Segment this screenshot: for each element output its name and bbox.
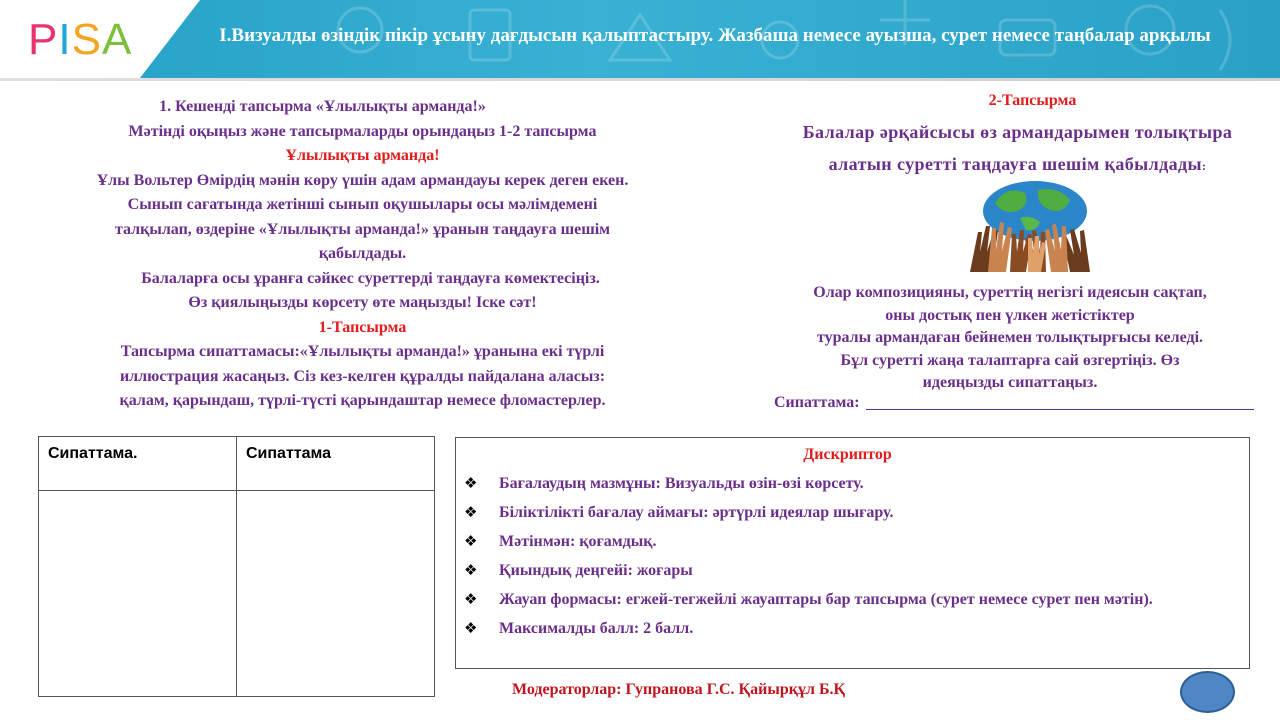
description-blank-line[interactable] xyxy=(866,392,1254,410)
diamond-bullet-icon: ❖ xyxy=(464,503,478,521)
text-title: Ұлылықты арманда! xyxy=(285,147,440,164)
lead-colon: : xyxy=(1201,159,1207,173)
diamond-bullet-icon: ❖ xyxy=(464,561,478,579)
list-item-text: Бағалаудың мазмұны: Визуальды өзін-өзі көрсету. xyxy=(499,475,864,492)
lead-line-text: алатын суретті таңдауға шешім қабылдады xyxy=(828,154,1202,174)
description-label: Сипаттама: xyxy=(774,394,860,411)
list-item-text: Максималды балл: 2 балл. xyxy=(499,620,694,637)
task2-lead xyxy=(765,116,1270,182)
list-item-text: Біліктілікті бағалау аймағы: әртүрлі идеялар шығару. xyxy=(499,504,894,521)
right-text-block xyxy=(765,90,1270,182)
task2-title: 2-Тапсырма xyxy=(988,92,1077,109)
table-row xyxy=(39,491,435,697)
body-line: Бұл суретті жаңа талаптарға сай өзгертіңіз. Өз xyxy=(840,351,1180,369)
list-item-text: Жауап формасы: егжей-тегжейлі жауаптары бар тапсырма (сурет немесе сурет пен мәтін). xyxy=(499,591,1153,608)
list-item xyxy=(456,469,1249,498)
task-heading: 1. Кешенді тапсырма «Ұлылықты арманда!» xyxy=(159,98,486,115)
header xyxy=(0,0,1280,78)
list-item xyxy=(456,498,1249,527)
task1-line: иллюстрация жасаңыз. Сіз кез-келген құралды пайдалана аласыз: xyxy=(119,367,606,385)
body-line: идеяңызды сипаттаңыз. xyxy=(922,374,1098,391)
descriptor-box xyxy=(455,437,1250,669)
logo-letter: S xyxy=(71,15,102,64)
pisa-logo xyxy=(28,15,133,64)
left-text-block xyxy=(30,95,695,414)
diamond-bullet-icon: ❖ xyxy=(464,590,478,608)
list-item-text: Қиындық деңгейі: жоғары xyxy=(499,562,693,579)
list-item xyxy=(456,614,1249,643)
task1-line: қалам, қарындаш, түрлі-түсті қарындаштар немесе фломастерлер. xyxy=(119,392,606,409)
paragraph-line: Сынып сағатында жетінші сынып оқушылары осы мәлімдемені xyxy=(127,196,598,213)
descriptor-list xyxy=(456,469,1249,643)
list-item xyxy=(456,585,1249,614)
answer-cell-1[interactable] xyxy=(39,491,237,697)
list-item-text: Мәтінмән: қоғамдық. xyxy=(499,533,657,550)
descriptor-title: Дискриптор xyxy=(803,446,892,463)
answer-table xyxy=(38,436,435,697)
table-header-cell: Сипаттама. xyxy=(39,437,237,491)
body-line: оны достық пен үлкен жетістіктер xyxy=(885,306,1135,324)
answer-cell-2[interactable] xyxy=(237,491,435,697)
body-line: туралы армандаған бейнемен толықтырғысы келеді. xyxy=(816,329,1204,346)
page-title: I.Визуалды өзіндік пікір ұсыну дағдысын қалыптастыру. Жазбаша немесе ауызша, сурет немесе таңбалар арқылы xyxy=(219,25,1211,46)
logo-letter: I xyxy=(58,15,72,64)
diamond-bullet-icon: ❖ xyxy=(464,619,478,637)
table-header-cell: Сипаттама xyxy=(237,437,435,491)
diamond-bullet-icon: ❖ xyxy=(464,532,478,550)
task2-body xyxy=(775,282,1245,395)
table-header-row xyxy=(39,437,435,491)
logo-letter: A xyxy=(101,15,133,64)
paragraph-line: қабылдады. xyxy=(318,245,407,262)
paragraph-line: Ұлы Вольтер Өмірдің мәнін көру үшін адам армандауы керек деген екен. xyxy=(96,171,629,189)
moderators-credit: Модераторлар: Гупранова Г.С. Қайырқұл Б.Қ xyxy=(512,681,846,698)
list-item xyxy=(456,556,1249,585)
paragraph-line: Өз қиялыңызды көрсету өте маңызды! Іске сәт! xyxy=(188,294,537,311)
task1-line: Тапсырма сипаттамасы:«Ұлылықты арманда!» ұранына екі түрлі xyxy=(120,343,605,360)
navigation-button[interactable] xyxy=(1180,671,1235,713)
globe-with-raised-hands-image xyxy=(960,178,1110,272)
instruction: Мәтінді оқыңыз және тапсырмаларды орындаңыз 1-2 тапсырма xyxy=(128,122,597,140)
header-divider xyxy=(0,78,1280,81)
list-item xyxy=(456,527,1249,556)
description-field xyxy=(774,392,1254,414)
lead-line: Балалар әрқайсысы өз армандарымен толықтыра xyxy=(802,122,1233,142)
logo-letter: P xyxy=(28,15,59,64)
lead-line xyxy=(765,148,1270,182)
paragraph-line: Балаларға осы ұранға сәйкес суреттерді таңдауға көмектесіңіз. xyxy=(125,269,600,287)
diamond-bullet-icon: ❖ xyxy=(464,474,478,492)
body-line: Олар композицияны, суреттің негізгі идеясын сақтап, xyxy=(813,284,1207,301)
task1-title: 1-Тапсырма xyxy=(318,318,407,336)
paragraph-line: талқылап, өздеріне «Ұлылықты арманда!» ұранын таңдауға шешім xyxy=(114,220,611,238)
